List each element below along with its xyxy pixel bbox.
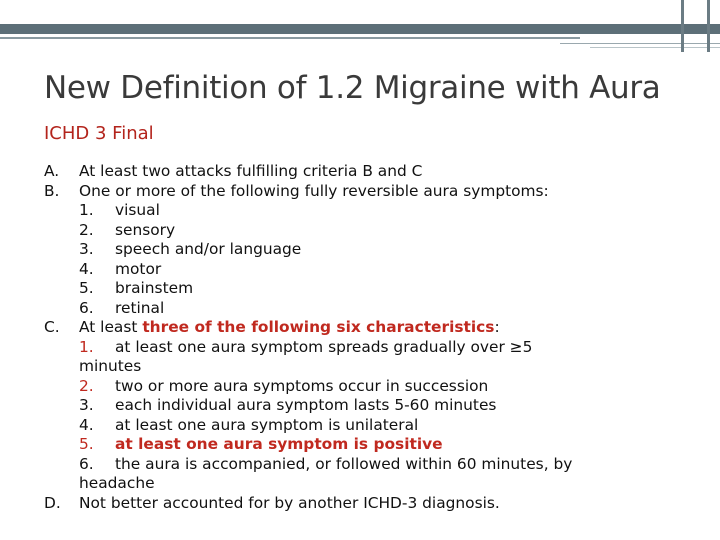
- item-text: motor: [115, 259, 162, 278]
- corner-decoration: [680, 0, 720, 52]
- item-text: speech and/or language: [115, 240, 302, 258]
- list-item-continuation: [44, 357, 684, 377]
- list-item: [44, 338, 684, 358]
- slide-top-band: [0, 0, 720, 24]
- list-item: [44, 435, 684, 455]
- item-text: two or more aura symptoms occur in succession: [115, 376, 489, 395]
- item-text: each individual aura symptom lasts 5-60 minutes: [115, 396, 497, 414]
- item-number: 4.: [79, 259, 94, 278]
- item-text: at least one aura symptom is unilateral: [115, 415, 419, 434]
- item-text-highlight: at least one aura symptom is positive: [115, 435, 443, 453]
- item-number: 3.: [79, 240, 94, 258]
- list-item: [44, 455, 684, 475]
- list-item: [44, 299, 684, 319]
- list-item: [44, 260, 684, 280]
- criterion-letter: B.: [44, 181, 60, 200]
- criterion-text: [79, 318, 500, 338]
- list-item: [44, 377, 684, 397]
- list-item: [44, 221, 684, 241]
- list-item: [44, 396, 684, 416]
- slide-subtitle: ICHD 3 Final: [44, 123, 154, 144]
- item-number: 6.: [79, 298, 94, 317]
- corner-line: [681, 0, 684, 52]
- item-text: at least one aura symptom spreads gradually over ≥5: [115, 337, 533, 356]
- criterion-c: [44, 318, 684, 338]
- criterion-letter: A.: [44, 162, 60, 180]
- item-number: 2.: [79, 220, 94, 239]
- item-number: 2.: [79, 376, 94, 395]
- item-text: sensory: [115, 220, 176, 239]
- list-item: [44, 416, 684, 436]
- criterion-text: Not better accounted for by another ICHD-3 diagnosis.: [79, 493, 500, 512]
- item-number: 4.: [79, 415, 94, 434]
- list-item-continuation: [44, 474, 684, 494]
- item-number: 6.: [79, 454, 94, 473]
- criterion-text: At least two attacks fulfilling criteria B and C: [79, 162, 423, 180]
- item-text: minutes: [79, 357, 142, 375]
- item-number: 3.: [79, 396, 94, 414]
- corner-line: [707, 0, 710, 52]
- criterion-text: One or more of the following fully reversible aura symptoms:: [79, 181, 549, 200]
- list-item: [44, 240, 684, 260]
- item-number: 1.: [79, 201, 94, 219]
- item-text: brainstem: [115, 279, 194, 297]
- item-text: headache: [79, 474, 155, 492]
- decorative-rule: [0, 37, 580, 39]
- item-text: the aura is accompanied, or followed within 60 minutes, by: [115, 454, 573, 473]
- list-item: [44, 201, 684, 221]
- criterion-letter: C.: [44, 318, 60, 336]
- criterion-highlight: three of the following six characteristics: [142, 318, 495, 336]
- criterion-text-start: At least: [79, 318, 143, 336]
- criterion-text-end: :: [494, 318, 500, 336]
- criterion-b: [44, 182, 684, 202]
- item-number: 5.: [79, 279, 94, 297]
- item-number: 5.: [79, 435, 94, 453]
- item-text: visual: [115, 201, 160, 219]
- slide-header-bar: [0, 24, 720, 34]
- slide-title: New Definition of 1.2 Migraine with Aura: [44, 70, 661, 106]
- item-text: retinal: [115, 298, 165, 317]
- criterion-d: [44, 494, 684, 514]
- list-item: [44, 279, 684, 299]
- criterion-a: [44, 162, 684, 182]
- criterion-letter: D.: [44, 493, 61, 512]
- criteria-list: [44, 162, 684, 513]
- item-number: 1.: [79, 337, 94, 356]
